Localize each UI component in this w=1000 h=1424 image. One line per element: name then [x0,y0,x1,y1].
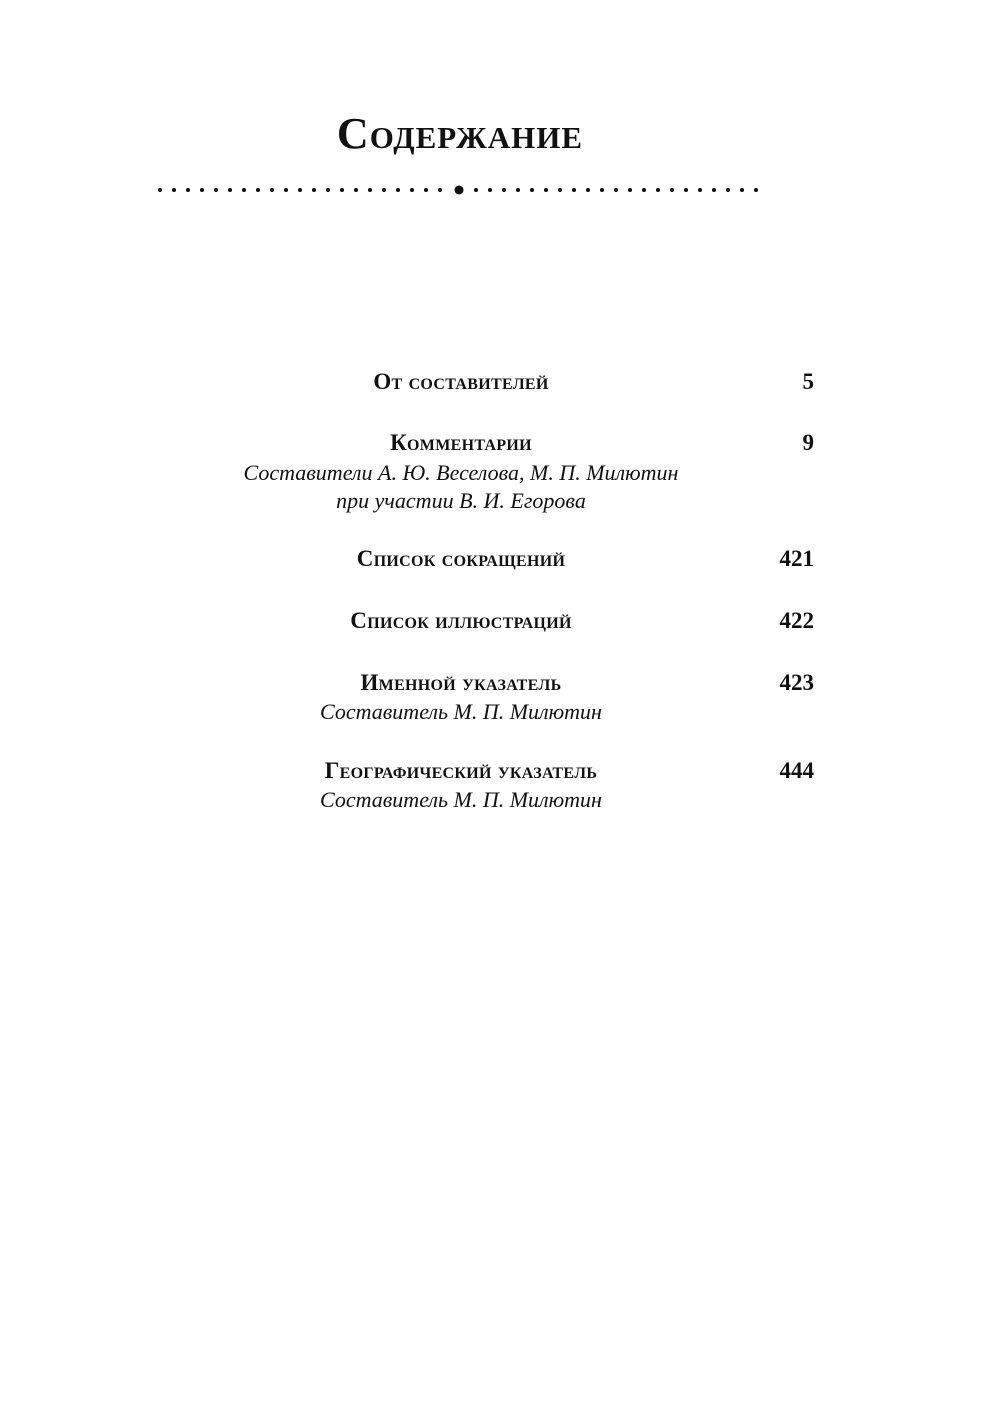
toc-entry-page: 422 [779,608,814,633]
toc-entry-authors: Составители А. Ю. Веселова, М. П. Милютин [243,460,679,485]
toc-entry-page: 5 [802,369,814,394]
toc-entry-authors: Составитель М. П. Милютин [320,699,602,724]
toc-entry-authors: Составитель М. П. Милютин [320,787,602,812]
toc-entry-title[interactable]: От составителей [373,369,549,394]
toc-entry-title[interactable]: Список сокращений [356,546,566,571]
toc-entry-page: 444 [779,758,814,783]
toc-entry-page: 9 [802,430,814,455]
toc-entry-title[interactable]: Список иллюстраций [350,608,572,633]
toc-entry-title[interactable]: Именной указатель [360,670,562,695]
toc-entry-page: 423 [779,670,814,695]
toc-entry-title[interactable]: Комментарии [390,430,532,455]
toc-entry-page: 421 [779,546,814,571]
toc-entry-authors-extra: при участии В. И. Егорова [336,488,586,513]
toc-entry-title[interactable]: Географический указатель [324,758,598,783]
page-title: Содержание [336,109,584,158]
